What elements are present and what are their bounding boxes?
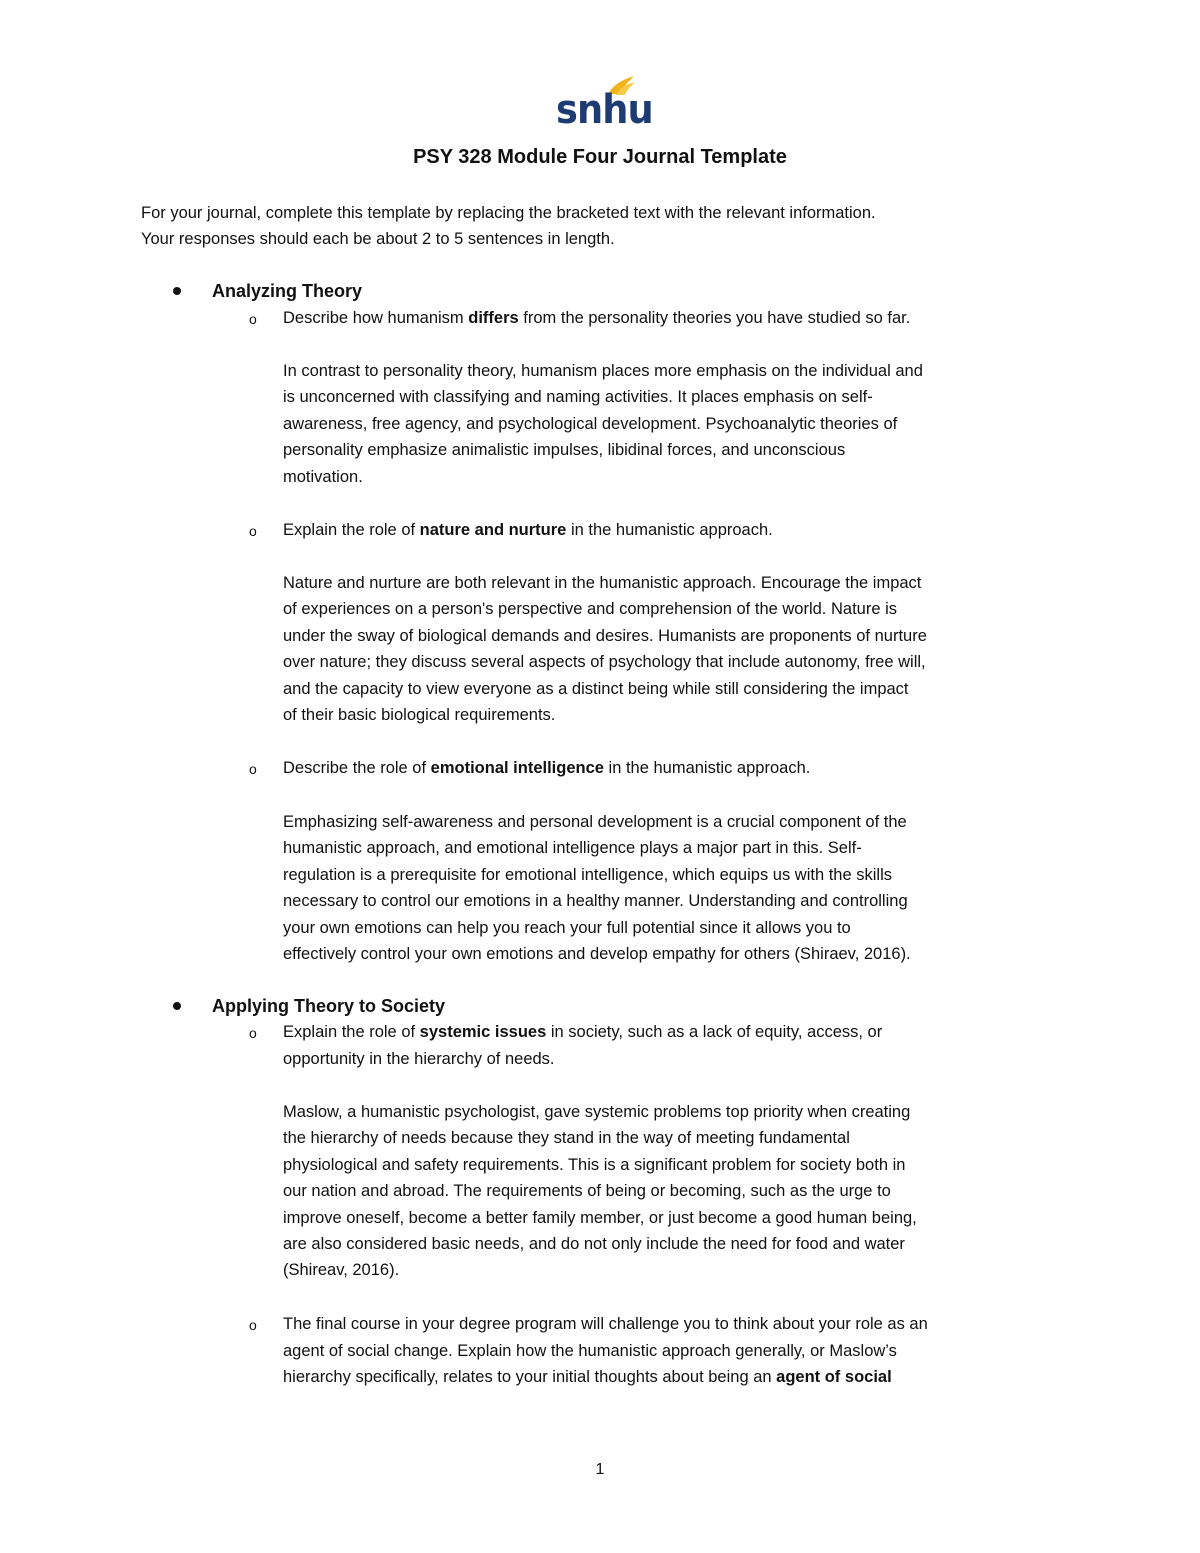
answer-line: In contrast to personality theory, humanism places more emphasis on the individual and: [283, 362, 923, 380]
bullet-icon: [173, 1002, 181, 1010]
sub-bullet-icon: o: [249, 1317, 257, 1333]
answer-paragraph: [283, 1099, 1073, 1284]
prompt-keyword: emotional intelligence: [430, 759, 604, 777]
answer-line: humanistic approach, and emotional intelligence plays a major part in this. Self-: [283, 839, 862, 858]
answer-paragraph: [283, 809, 1073, 967]
prompt-text: Describe how humanism differs from the personality theories you have studied so far.: [283, 309, 911, 327]
answer-paragraph: [283, 358, 1073, 490]
answer-line: the hierarchy of needs because they stand in the way of meeting fundamental: [283, 1129, 850, 1148]
section-heading: Analyzing Theory: [212, 281, 363, 301]
answer-line: our nation and abroad. The requirements of being or becoming, such as the urge to: [283, 1182, 891, 1201]
prompt-text: Explain the role of nature and nurture in the humanistic approach.: [283, 521, 773, 539]
intro-line: For your journal, complete this template by replacing the bracketed text with the relevant information.: [141, 204, 876, 222]
sub-bullet-icon: o: [249, 523, 257, 539]
answer-line: necessary to control our emotions in a healthy manner. Understanding and controlling: [283, 892, 908, 911]
prompt-keyword: systemic issues: [419, 1023, 547, 1041]
page-number: 1: [595, 1461, 605, 1478]
sub-bullet-icon: o: [249, 311, 257, 327]
prompt-text: Explain the role of systemic issues in society, such as a lack of equity, access, or opportunity in the hierarchy of needs.: [283, 1023, 883, 1068]
answer-line: physiological and safety requirements. This is a significant problem for society both in: [283, 1155, 906, 1174]
prompt-text: The final course in your degree program will challenge you to think about your role as an agent of social change. Explain how the humanistic approach generally, or Maslow’s hierarchy specifically, relates to your initial thoughts about being an agent of social: [283, 1315, 928, 1386]
intro-line: Your responses should each be about 2 to 5 sentences in length.: [141, 230, 615, 248]
answer-line: of experiences on a person's perspective and comprehension of the world. Nature is: [283, 600, 897, 619]
bullet-icon: [173, 287, 181, 295]
answer-line: over nature; they discuss several aspects of psychology that include autonomy, free will,: [283, 653, 926, 672]
section-heading: Applying Theory to Society: [212, 996, 446, 1016]
answer-line: are also considered basic needs, and do not only include the need for food and water: [283, 1235, 905, 1254]
answer-line: Nature and nurture are both relevant in the humanistic approach. Encourage the impact: [283, 574, 922, 592]
answer-line: and the capacity to view everyone as a distinct being while still considering the impact: [283, 679, 909, 698]
answer-line: improve oneself, become a better family member, or just become a good human being,: [283, 1208, 917, 1227]
snhu-logo: [550, 72, 653, 134]
sub-bullet-icon: o: [249, 1025, 257, 1041]
logo-wordmark: snhu: [556, 87, 653, 133]
prompt-keyword: agent of social: [776, 1368, 892, 1386]
answer-line: motivation.: [283, 467, 363, 486]
answer-line: personality emphasize animalistic impulses, libidinal forces, and unconscious: [283, 441, 846, 460]
answer-line: awareness, free agency, and psychological development. Psychoanalytic theories of: [283, 414, 898, 433]
answer-line: of their basic biological requirements.: [283, 706, 556, 725]
answer-line: Emphasizing self-awareness and personal development is a crucial component of the: [283, 813, 907, 831]
page-title: PSY 328 Module Four Journal Template: [413, 146, 787, 168]
answer-line: is unconcerned with classifying and naming activities. It places emphasis on self-: [283, 388, 873, 407]
answer-line: (Shireav, 2016).: [283, 1261, 400, 1280]
answer-line: regulation is a prerequisite for emotional intelligence, which equips us with the skills: [283, 865, 892, 884]
sub-bullet-icon: o: [249, 761, 257, 777]
answer-paragraph: [283, 570, 1073, 728]
prompt-keyword: differs: [468, 309, 519, 327]
answer-line: effectively control your own emotions and develop empathy for others (Shiraev, 2016).: [283, 945, 911, 964]
prompt-keyword: nature and nurture: [419, 521, 567, 539]
answer-line: your own emotions can help you reach your full potential since it allows you to: [283, 918, 851, 937]
answer-line: under the sway of biological demands and desires. Humanists are proponents of nurture: [283, 626, 927, 645]
prompt-text: Describe the role of emotional intelligence in the humanistic approach.: [283, 759, 811, 777]
intro-paragraph: [141, 200, 1081, 252]
answer-line: Maslow, a humanistic psychologist, gave systemic problems top priority when creating: [283, 1103, 911, 1121]
